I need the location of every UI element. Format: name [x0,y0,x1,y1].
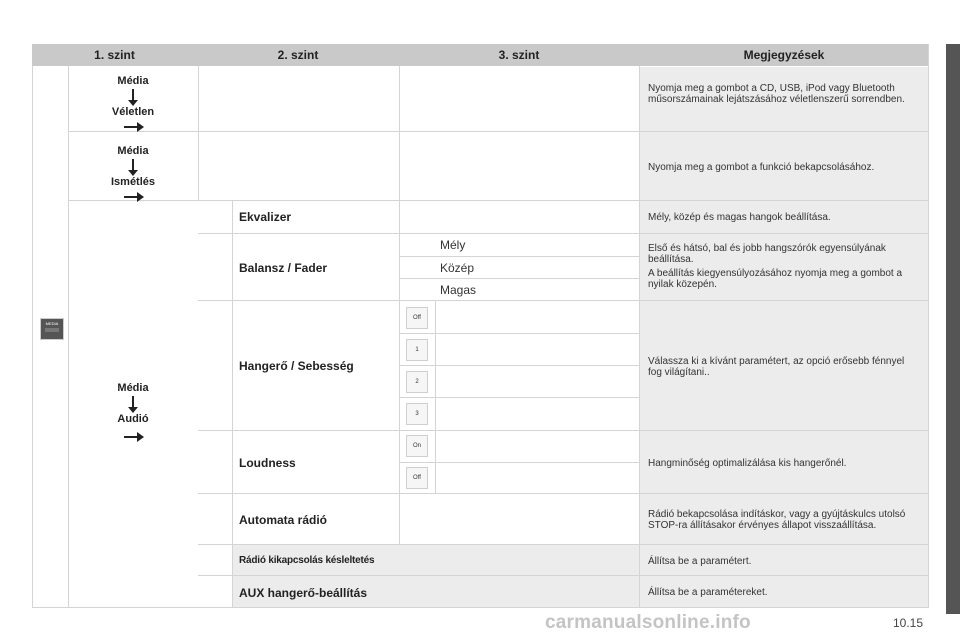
flow-veletlen [68,74,198,119]
option-magas: Magas [440,283,477,297]
label-hangero: Hangerő / Sebesség [239,359,354,373]
hline-5a [399,462,639,463]
header-level-1: 1. szint [94,48,135,62]
flow-ismetles-top: Média [117,145,149,157]
note-balansz [648,243,920,293]
vline-l2a [198,66,199,201]
label-ekvalizer: Ekvalizer [239,210,292,224]
label-loudness: Loudness [239,456,296,470]
note-veletlen: Nyomja meg a gombot a CD, USB, iPod vagy Bluetooth műsorszámainak lejátszásához véletlenszerű sorrendben. [648,83,905,105]
note-hangero: Válassza ki a kívánt paramétert, az opció erősebb fénnyel fog világítani.. [648,356,905,378]
header-level-3: 3. szint [498,48,540,62]
vline-l3 [399,66,400,545]
hline-8 [198,575,928,576]
note-ekvalizer: Mély, közép és magas hangok beállítása. [648,212,831,223]
label-kikapcs: Rádió kikapcsolás késleltetés [239,555,375,566]
note-balansz-1: Első és hátsó, bal és jobb hangszórók egyensúlyának beállítása. [648,243,886,265]
hline-3a [399,256,639,257]
hline-4 [198,300,928,301]
right-arrow-icon [124,436,138,438]
right-arrow-icon [124,126,138,128]
flow-audio-top: Média [117,382,149,394]
hline-bottom [32,607,928,608]
note-aux: Állítsa be a paramétereket. [648,587,768,598]
flow-veletlen-bottom: Véletlen [111,106,155,118]
header-notes: Megjegyzések [743,48,825,62]
note-kikapcs: Állítsa be a paramétert. [648,556,752,567]
hline-5 [198,430,928,431]
media-button-slot [45,328,59,332]
note-automata: Rádió bekapcsolása indításkor, vagy a gyújtáskulcs utolsó STOP-ra állításakor érvényes állapot visszaállítása. [648,509,906,531]
hline-4c [399,397,639,398]
right-arrow-icon [124,196,138,198]
flow-veletlen-top: Média [117,75,149,87]
vline-right [928,44,929,608]
hline-1 [68,131,928,132]
page-number: 10.15 [893,616,924,630]
loudness-off-button: Off [406,467,428,489]
hline-7 [198,544,928,545]
hangero-3-button: 3 [406,403,428,425]
hline-3b [399,278,639,279]
page-edge-tab [946,44,960,614]
note-loudness: Hangminőség optimalizálása kis hangerőnél. [648,458,847,469]
hline-4b [399,365,639,366]
note-ismetles: Nyomja meg a gombot a funkció bekapcsolásához. [648,162,875,173]
vline-left [32,66,33,608]
hline-2 [68,200,928,201]
down-arrow-icon [132,89,134,101]
option-kozep: Közép [440,261,475,275]
hline-4a [399,333,639,334]
vline-notes [639,66,640,608]
flow-audio-bottom: Audió [117,413,149,425]
label-aux: AUX hangerő-beállítás [239,586,368,600]
hangero-off-button: Off [406,307,428,329]
note-balansz-2: A beállítás kiegyensúlyozásához nyomja meg a gombot a nyilak közepén. [648,268,903,290]
watermark: carmanualsonline.info [545,612,751,633]
header-level-2: 2. szint [277,48,319,62]
down-arrow-icon [132,159,134,171]
flow-ismetles-bottom: Ismétlés [110,176,156,188]
hline-6 [198,493,928,494]
loudness-on-button: On [406,435,428,457]
hangero-2-button: 2 [406,371,428,393]
label-balansz: Balansz / Fader [239,261,328,275]
option-mely: Mély [440,238,466,252]
hline-3 [198,233,928,234]
media-button-icon [40,318,64,340]
vline-l2b [232,201,233,607]
media-button-label: MEDIA [45,321,59,326]
flow-ismetles [68,144,198,189]
hangero-1-button: 1 [406,339,428,361]
flow-audio [68,381,198,426]
down-arrow-icon [132,396,134,408]
label-automata: Automata rádió [239,513,328,527]
